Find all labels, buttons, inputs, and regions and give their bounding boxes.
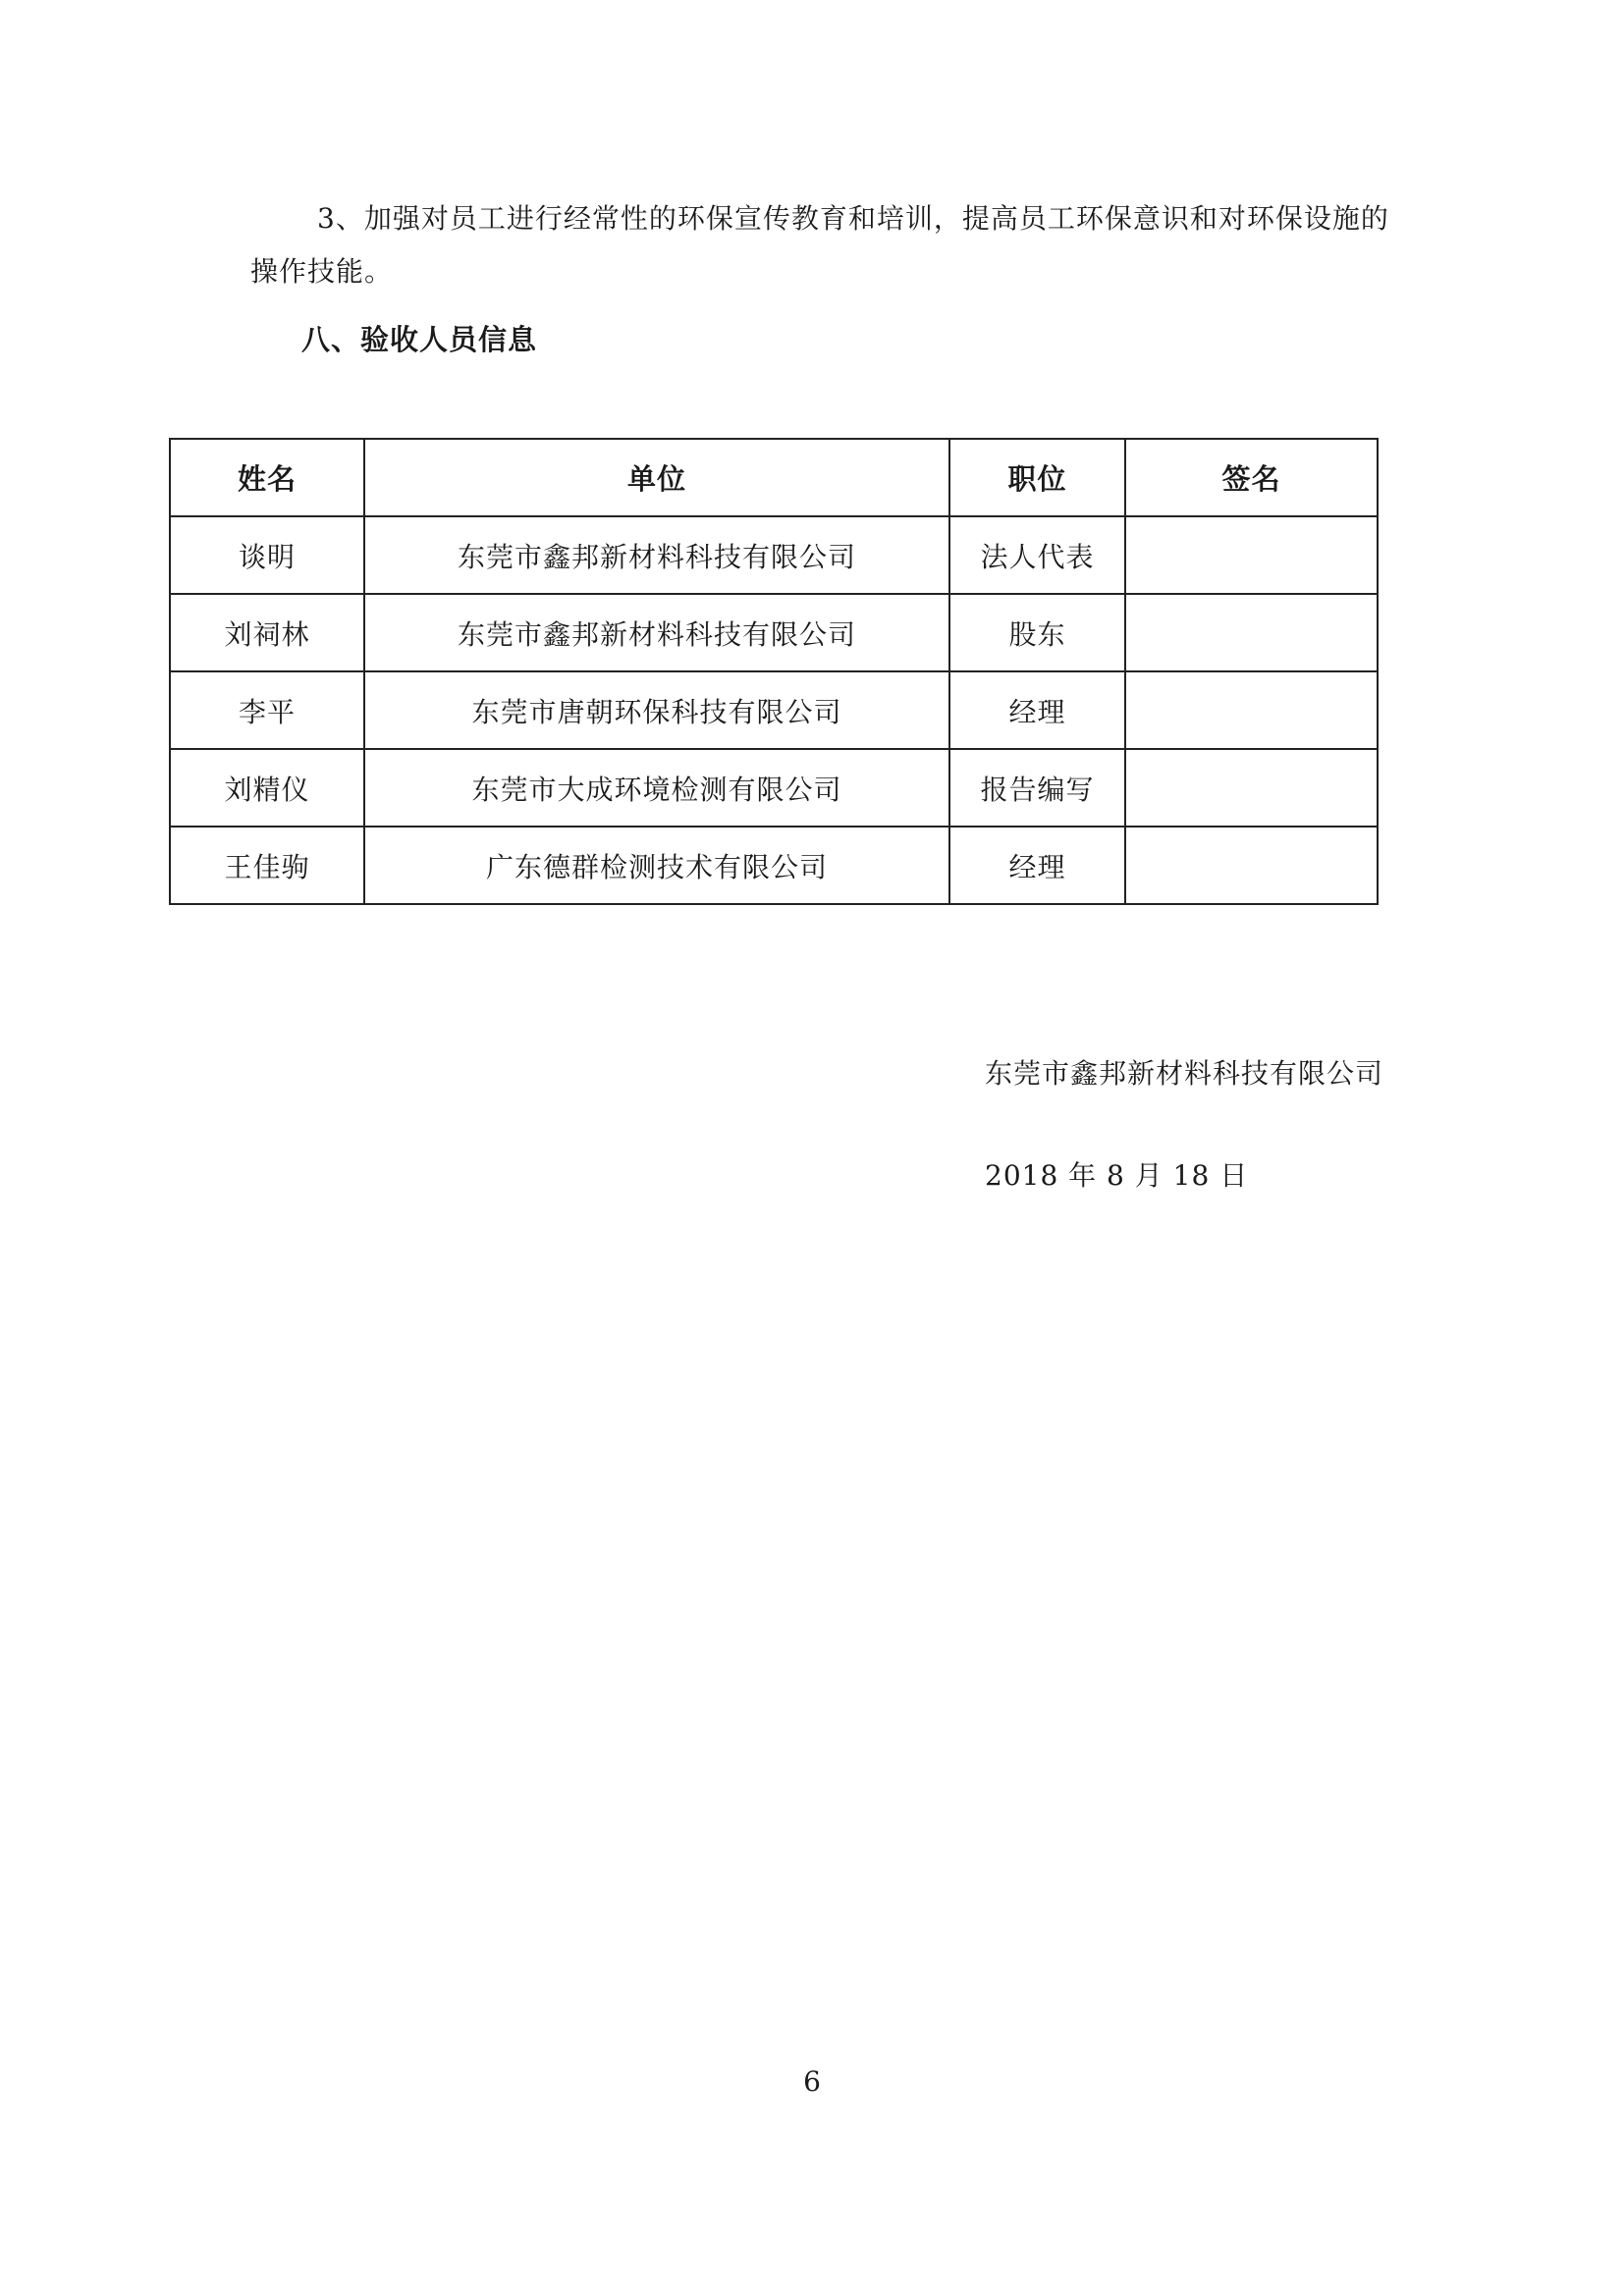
table-row [170, 594, 1378, 671]
cell-unit: 东莞市鑫邦新材料科技有限公司 [364, 594, 949, 671]
page-number: 6 [803, 2065, 821, 2098]
table-row [170, 671, 1378, 749]
paragraph-line-2: 操作技能。 [250, 255, 394, 288]
paragraph-line-1: 3、加强对员工进行经常性的环保宣传教育和培训，提高员工环保意识和对环保设施的 [317, 202, 1389, 235]
header-signature: 签名 [1125, 439, 1378, 516]
cell-title: 法人代表 [949, 516, 1125, 594]
cell-title: 经理 [949, 827, 1125, 904]
signoff-company: 东莞市鑫邦新材料科技有限公司 [985, 1057, 1384, 1090]
table-header-row [170, 439, 1378, 516]
header-unit: 单位 [364, 439, 949, 516]
section-heading: 八、验收人员信息 [301, 323, 538, 356]
cell-signature [1125, 749, 1378, 827]
cell-title: 报告编写 [949, 749, 1125, 827]
acceptance-staff-table [169, 438, 1379, 905]
cell-unit: 东莞市唐朝环保科技有限公司 [364, 671, 949, 749]
cell-title: 经理 [949, 671, 1125, 749]
cell-signature [1125, 827, 1378, 904]
paragraph-item-3 [250, 192, 1389, 298]
header-title: 职位 [949, 439, 1125, 516]
header-name: 姓名 [170, 439, 364, 516]
cell-signature [1125, 671, 1378, 749]
cell-name: 刘精仪 [170, 749, 364, 827]
cell-unit: 广东德群检测技术有限公司 [364, 827, 949, 904]
cell-name: 刘祠林 [170, 594, 364, 671]
cell-name: 谈明 [170, 516, 364, 594]
cell-signature [1125, 516, 1378, 594]
cell-unit: 东莞市鑫邦新材料科技有限公司 [364, 516, 949, 594]
cell-title: 股东 [949, 594, 1125, 671]
table-row [170, 827, 1378, 904]
signoff-date: 2018 年 8 月 18 日 [985, 1159, 1249, 1192]
cell-name: 王佳驹 [170, 827, 364, 904]
cell-name: 李平 [170, 671, 364, 749]
table-row [170, 749, 1378, 827]
table-row [170, 516, 1378, 594]
cell-unit: 东莞市大成环境检测有限公司 [364, 749, 949, 827]
cell-signature [1125, 594, 1378, 671]
